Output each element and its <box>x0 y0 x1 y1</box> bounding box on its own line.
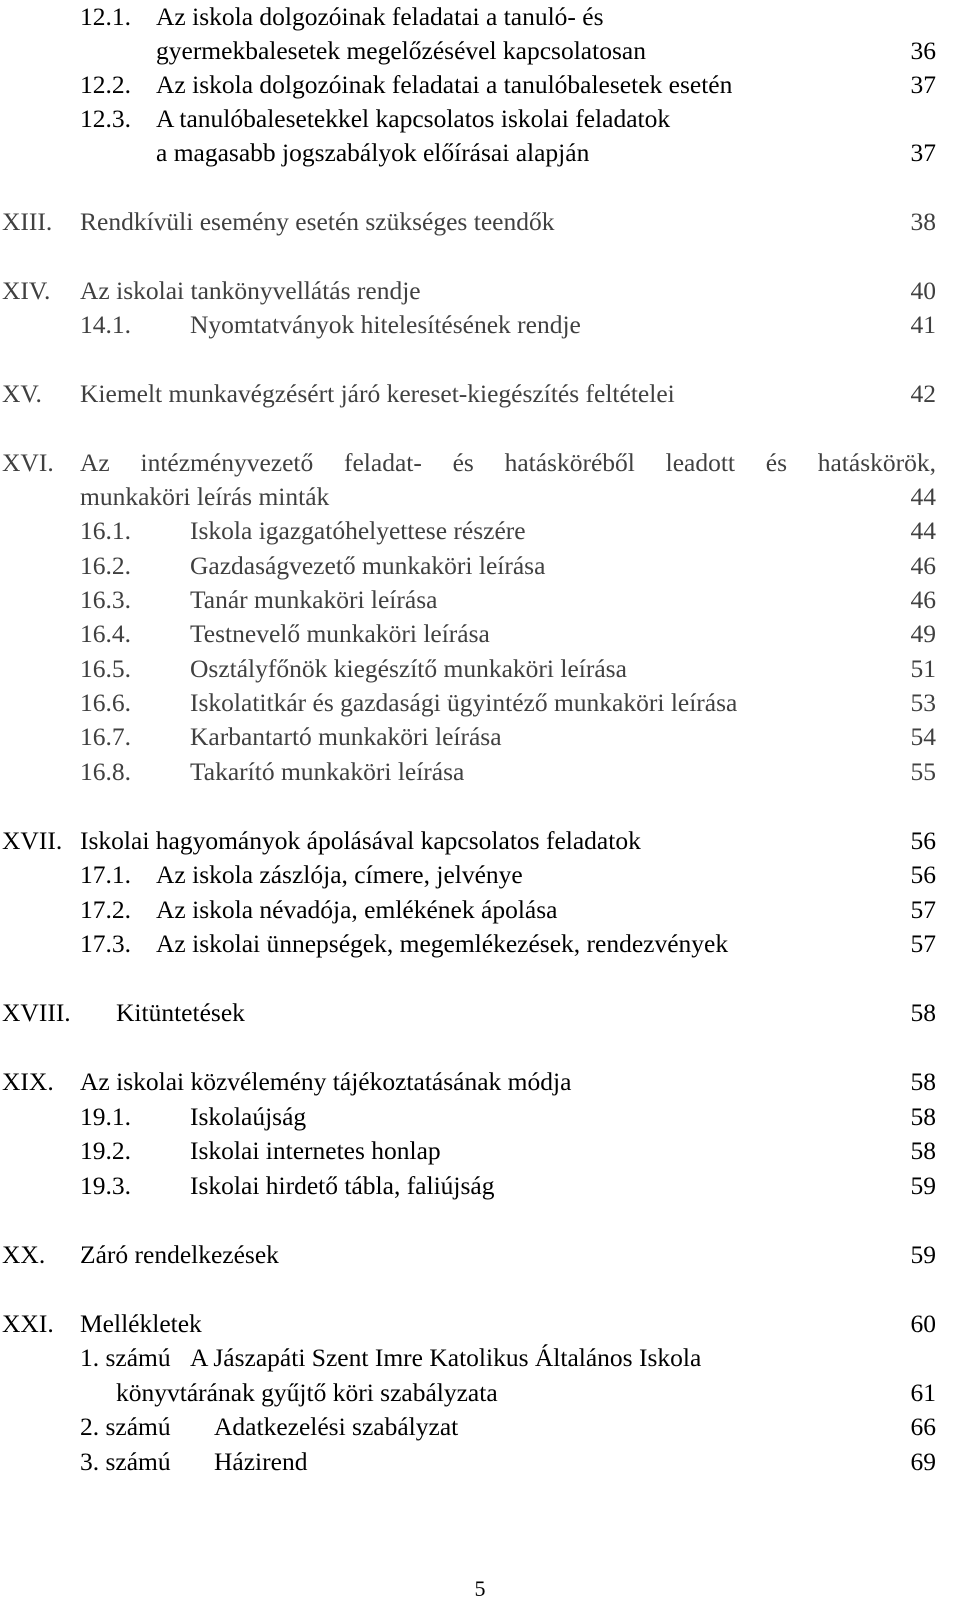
toc-page: 57 <box>910 929 936 958</box>
toc-entry-continuation <box>0 138 960 168</box>
toc-entry <box>0 585 960 615</box>
toc-title: Nyomtatványok hitelesítésének rendje <box>190 310 581 339</box>
toc-chapter <box>0 207 960 237</box>
toc-number: 16.3. <box>80 585 131 614</box>
toc-title: könyvtárának gyűjtő köri szabályzata <box>116 1378 498 1407</box>
toc-page: 56 <box>910 860 936 889</box>
toc-title: Házirend <box>214 1447 308 1476</box>
toc-number: XX. <box>2 1240 46 1269</box>
toc-entry <box>0 929 960 959</box>
toc-number: 16.1. <box>80 516 131 545</box>
toc-entry-continuation <box>0 36 960 66</box>
toc-chapter <box>0 379 960 409</box>
toc-page: 46 <box>910 551 936 580</box>
toc-number: XV. <box>2 379 42 408</box>
toc-entry <box>0 860 960 890</box>
toc-title: Kitüntetések <box>116 998 245 1027</box>
toc-entry <box>0 516 960 546</box>
toc-entry <box>0 619 960 649</box>
toc-chapter <box>0 1067 960 1097</box>
toc-number: XIII. <box>2 207 53 236</box>
toc-chapter <box>0 998 960 1028</box>
toc-title: Az iskola névadója, emlékének ápolása <box>156 895 558 924</box>
toc-entry <box>0 70 960 100</box>
toc-title: Az iskolai tankönyvellátás rendje <box>80 276 421 305</box>
toc-number: XVIII. <box>2 998 71 1027</box>
toc-number: 2. számú <box>80 1412 171 1441</box>
toc-number: XIV. <box>2 276 51 305</box>
toc-title: Az iskola dolgozóinak feladatai a tanulóbalesetek esetén <box>156 70 733 99</box>
toc-page: 36 <box>910 36 936 65</box>
toc-number: XIX. <box>2 1067 54 1096</box>
toc-title: Az iskola dolgozóinak feladatai a tanuló- és <box>156 2 604 31</box>
toc-entry <box>0 551 960 581</box>
toc-title: Iskola igazgatóhelyettese részére <box>190 516 526 545</box>
toc-page: 49 <box>910 619 936 648</box>
toc-number: 16.8. <box>80 757 131 786</box>
toc-number: XXI. <box>2 1309 54 1338</box>
toc-page: 44 <box>910 482 936 511</box>
toc-page: 41 <box>910 310 936 339</box>
toc-number: XVII. <box>2 826 63 855</box>
toc-title: A tanulóbalesetekkel kapcsolatos iskolai feladatok <box>156 104 671 133</box>
toc-page: 37 <box>910 138 936 167</box>
toc-number: 16.2. <box>80 551 131 580</box>
toc-title: Takarító munkaköri leírása <box>190 757 465 786</box>
toc-page: 38 <box>910 207 936 236</box>
toc-page: 55 <box>910 757 936 786</box>
toc-number: 19.3. <box>80 1171 131 1200</box>
toc-title: Iskolai hagyományok ápolásával kapcsolatos feladatok <box>80 826 641 855</box>
toc-page: 42 <box>910 379 936 408</box>
toc-page: 60 <box>910 1309 936 1338</box>
toc-page: 40 <box>910 276 936 305</box>
toc-number: 17.1. <box>80 860 131 889</box>
toc-title: Gazdaságvezető munkaköri leírása <box>190 551 546 580</box>
toc-title: Adatkezelési szabályzat <box>214 1412 459 1441</box>
toc-entry <box>0 757 960 787</box>
toc-number: 14.1. <box>80 310 131 339</box>
toc-entry <box>0 688 960 718</box>
toc-title: a magasabb jogszabályok előírásai alapján <box>156 138 590 167</box>
toc-annex <box>0 1343 960 1373</box>
toc-chapter <box>0 276 960 306</box>
toc-page: 51 <box>910 654 936 683</box>
toc-title: Az intézményvezető feladat- és hatásköréből leadott és hatáskörök, <box>80 448 936 477</box>
toc-page: 53 <box>910 688 936 717</box>
toc-chapter <box>0 826 960 856</box>
toc-number: 3. számú <box>80 1447 171 1476</box>
toc-number: 17.2. <box>80 895 131 924</box>
toc-number: 19.1. <box>80 1102 131 1131</box>
toc-number: 16.5. <box>80 654 131 683</box>
toc-title: Iskolaújság <box>190 1102 307 1131</box>
toc-page: 58 <box>910 1102 936 1131</box>
toc-page: 66 <box>910 1412 936 1441</box>
toc-title: Karbantartó munkaköri leírása <box>190 722 502 751</box>
toc-page: 69 <box>910 1447 936 1476</box>
toc-number: 12.1. <box>80 2 131 31</box>
toc-number: 17.3. <box>80 929 131 958</box>
toc-title: Záró rendelkezések <box>80 1240 279 1269</box>
toc-page: 54 <box>910 722 936 751</box>
toc-number: 16.6. <box>80 688 131 717</box>
toc-chapter <box>0 448 960 478</box>
toc-title: A Jászapáti Szent Imre Katolikus Általános Iskola <box>190 1343 702 1372</box>
toc-title: Iskolatitkár és gazdasági ügyintéző munkaköri leírása <box>190 688 738 717</box>
toc-entry <box>0 654 960 684</box>
toc-entry <box>0 310 960 340</box>
toc-number: XVI. <box>2 448 54 477</box>
toc-title: Az iskola zászlója, címere, jelvénye <box>156 860 523 889</box>
toc-title: Kiemelt munkavégzésért járó kereset-kiegészítés feltételei <box>80 379 675 408</box>
toc-page: 37 <box>910 70 936 99</box>
toc-page: 57 <box>910 895 936 924</box>
toc-page: 58 <box>910 998 936 1027</box>
toc-page: 61 <box>910 1378 936 1407</box>
toc-title: Mellékletek <box>80 1309 202 1338</box>
toc-annex <box>0 1412 960 1442</box>
toc-page: 46 <box>910 585 936 614</box>
toc-title: Testnevelő munkaköri leírása <box>190 619 490 648</box>
toc-number: 12.3. <box>80 104 131 133</box>
toc-entry-continuation <box>0 482 960 512</box>
toc-annex-continuation <box>0 1378 960 1408</box>
toc-page: 58 <box>910 1136 936 1165</box>
toc-title: Osztályfőnök kiegészítő munkaköri leírása <box>190 654 627 683</box>
toc-title: Az iskolai közvélemény tájékoztatásának módja <box>80 1067 572 1096</box>
toc-page: 59 <box>910 1240 936 1269</box>
toc-page: 59 <box>910 1171 936 1200</box>
toc-entry <box>0 722 960 752</box>
toc-page: 44 <box>910 516 936 545</box>
toc-annex <box>0 1447 960 1477</box>
toc-title: Rendkívüli esemény esetén szükséges teendők <box>80 207 555 236</box>
toc-page: 56 <box>910 826 936 855</box>
toc-number: 12.2. <box>80 70 131 99</box>
toc-number: 1. számú <box>80 1343 171 1372</box>
toc-title: gyermekbalesetek megelőzésével kapcsolatosan <box>156 36 646 65</box>
toc-title: Az iskolai ünnepségek, megemlékezések, rendezvények <box>156 929 729 958</box>
toc-entry <box>0 2 960 32</box>
toc-entry <box>0 895 960 925</box>
toc-entry <box>0 1136 960 1166</box>
toc-entry <box>0 104 960 134</box>
toc-number: 16.7. <box>80 722 131 751</box>
toc-page: 58 <box>910 1067 936 1096</box>
toc-title: Tanár munkaköri leírása <box>190 585 438 614</box>
toc-number: 19.2. <box>80 1136 131 1165</box>
toc-title: Iskolai hirdető tábla, faliújság <box>190 1171 495 1200</box>
toc-chapter <box>0 1240 960 1270</box>
toc-title: Iskolai internetes honlap <box>190 1136 441 1165</box>
toc-entry <box>0 1102 960 1132</box>
toc-chapter <box>0 1309 960 1339</box>
toc-entry <box>0 1171 960 1201</box>
toc-title: munkaköri leírás minták <box>80 482 330 511</box>
toc-number: 16.4. <box>80 619 131 648</box>
page-number: 5 <box>474 1576 486 1601</box>
